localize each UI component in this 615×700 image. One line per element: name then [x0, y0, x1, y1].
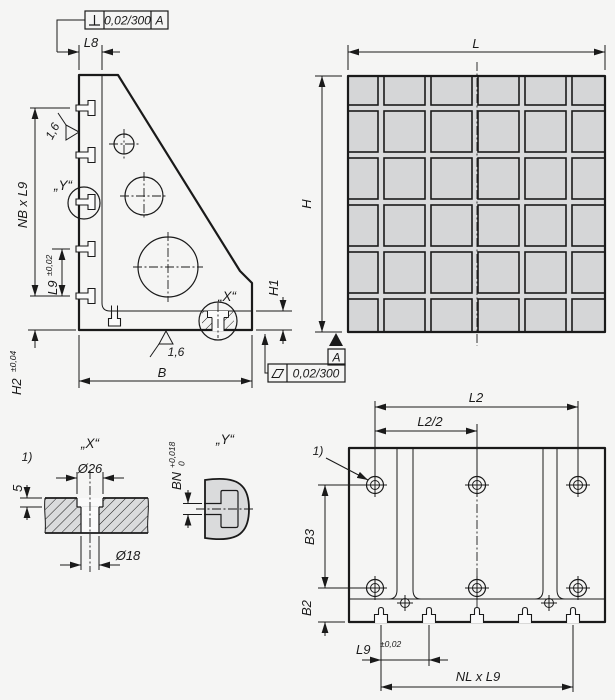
dim-label: L9: [356, 642, 371, 657]
roughness-icon: [66, 125, 79, 140]
roughness-value: 1,6: [167, 345, 185, 359]
footnote-label: 1): [312, 444, 324, 458]
roughness-value: 1,6: [42, 120, 63, 142]
base-tslot-section: [109, 311, 121, 326]
dim-label: B2: [299, 600, 314, 616]
dim-label: H2: [9, 378, 24, 395]
dim-label: Ø18: [115, 548, 141, 563]
counterbore-hole: [465, 473, 489, 497]
tslot-end-profile: [471, 608, 484, 624]
bottom-view: [299, 390, 605, 692]
counterbore-hole: [465, 576, 489, 600]
roughness-tail: [58, 113, 66, 125]
roughness-icon: [159, 331, 173, 344]
dim-label: L9: [45, 280, 60, 295]
counterbore-hole: [363, 473, 387, 497]
dim-b2: [299, 574, 345, 636]
dim-b: [79, 335, 252, 388]
counterbore-hole: [363, 576, 387, 600]
perpendicularity-frame: [57, 11, 168, 52]
dim-label: 5: [10, 484, 25, 492]
dim-label: L8: [83, 35, 99, 50]
detail-y-title: „Y“: [216, 432, 234, 447]
dim-tolerance: ±0,02: [380, 639, 402, 649]
dim-bn: [167, 441, 202, 528]
dim-l2-half: [375, 414, 477, 474]
tslot-end-profile: [567, 608, 580, 624]
footnote-label: 1): [21, 450, 33, 464]
tslot-grid: [348, 76, 605, 332]
dim-label: L2/2: [417, 414, 443, 429]
dim-label: H1: [266, 279, 281, 296]
dim-l: [348, 36, 605, 70]
rib-line: [535, 448, 543, 599]
dim-depth5: [10, 484, 42, 520]
dim-h1: [256, 279, 292, 344]
surface-finish-bottom: [150, 331, 185, 359]
dim-h2: [8, 330, 76, 395]
dim-nl-x-l9: [381, 625, 573, 692]
dim-l8: [79, 35, 120, 70]
front-view: [299, 36, 605, 365]
side-view-inner-wall-line: [102, 75, 252, 311]
rib-line: [557, 448, 565, 599]
dim-label: L2: [468, 390, 484, 405]
flatness-symbol-icon: [272, 370, 284, 378]
dim-label: L: [472, 36, 480, 51]
datum-triangle-icon: [329, 333, 343, 346]
perpendicularity-datum: A: [155, 13, 164, 28]
dim-tolerance-upper: +0,018: [167, 441, 177, 468]
tslot-end-profile: [375, 608, 388, 624]
leader-line: [57, 20, 85, 52]
dim-label: NL x L9: [455, 669, 501, 684]
detail-ref-x-label: „X“: [218, 289, 236, 304]
detail-x-title: „X“: [81, 436, 99, 451]
tslot-material: [205, 479, 249, 539]
dim-tolerance-lower: 0: [176, 461, 187, 466]
dim-b3: [302, 485, 364, 588]
detail-x: [10, 436, 148, 572]
surface-finish-left: [42, 113, 79, 142]
leader-arrow: [326, 458, 368, 480]
dim-label: BN: [169, 471, 184, 490]
dim-label: Ø26: [77, 461, 103, 476]
web-holes: [109, 129, 203, 302]
tslot-end-profile: [423, 608, 436, 624]
hatch-area: [99, 498, 148, 533]
detail-y: [167, 432, 254, 539]
perpendicularity-value: 0,02/300: [104, 13, 151, 28]
roughness-tail: [150, 344, 159, 357]
detail-x-marker: [199, 302, 237, 340]
perpendicularity-symbol-icon: [89, 15, 100, 25]
dim-label: B3: [302, 529, 317, 545]
rib-hole: [541, 595, 557, 611]
datum-label: A: [332, 350, 341, 365]
dim-l9: [44, 249, 70, 296]
dim-label: H: [299, 199, 314, 209]
rib-line: [389, 448, 397, 599]
hatch-area: [45, 498, 81, 533]
side-view: [8, 11, 345, 395]
dim-tolerance: ±0,04: [8, 350, 18, 372]
counterbore-hole: [566, 576, 590, 600]
detail-ref-y-label: „Y“: [54, 178, 72, 193]
dim-d18: [60, 536, 141, 570]
flatness-value: 0,02/300: [292, 366, 340, 381]
datum-a: [328, 333, 345, 365]
tslot-end-profile: [519, 608, 532, 624]
rib-hole: [397, 595, 413, 611]
dim-l9-bottom: [356, 625, 448, 691]
dim-label: NB x L9: [15, 181, 30, 229]
dim-label: B: [157, 365, 167, 380]
dim-h: [299, 76, 342, 332]
dim-tolerance: ±0,02: [44, 254, 54, 276]
rib-line: [413, 448, 421, 599]
counterbore-hole: [566, 473, 590, 497]
footnote-leader: [313, 444, 368, 480]
